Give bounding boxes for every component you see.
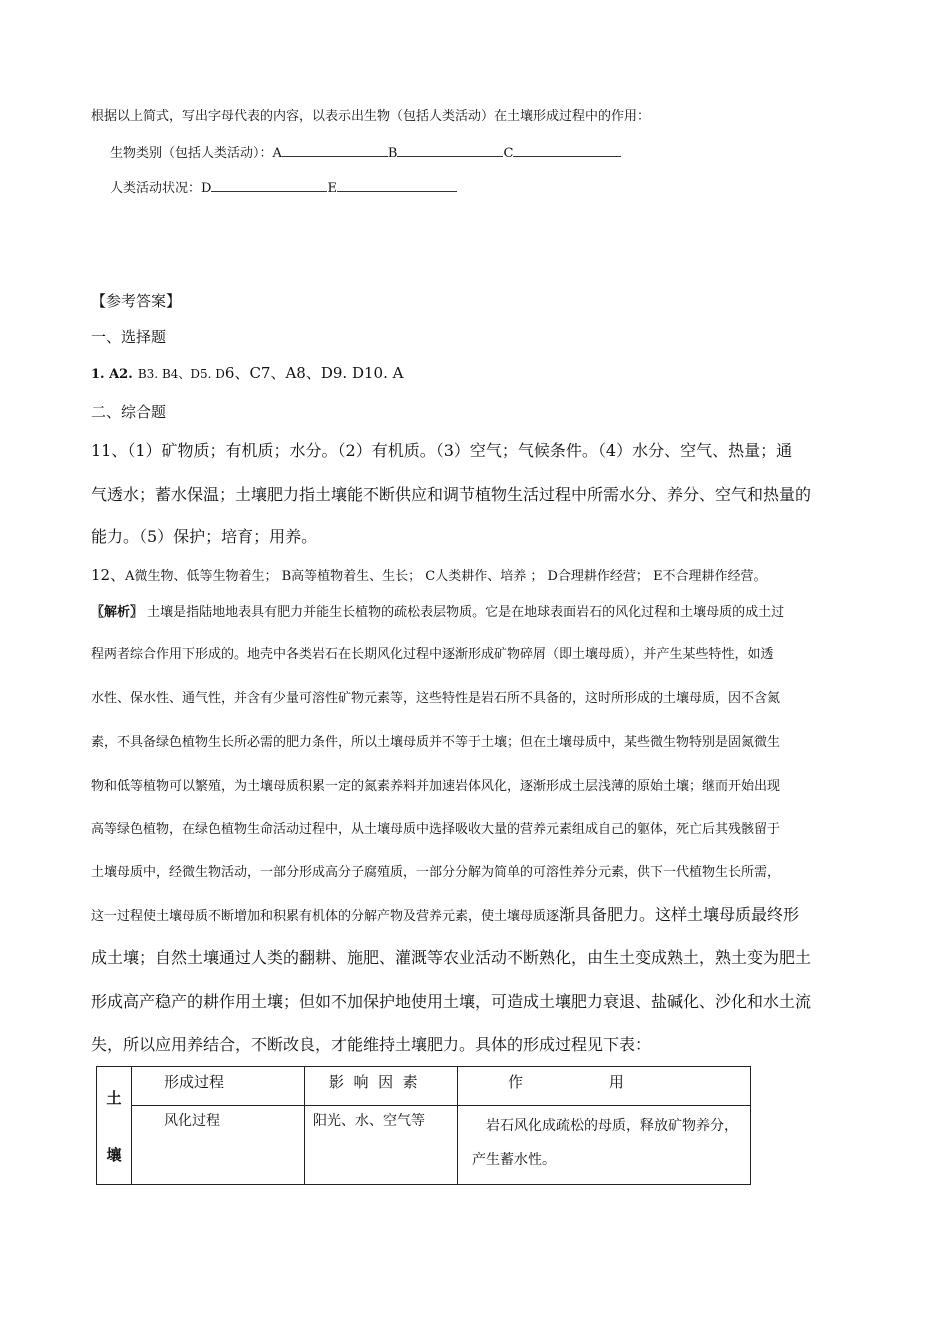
- blank-b[interactable]: [397, 144, 503, 157]
- q12-answer-line: [91, 564, 767, 585]
- human-activity-label: 人类活动状况：: [110, 181, 202, 196]
- cell-effect: 岩石风化成疏松的母质，释放矿物养分，产生蓄水性。: [458, 1106, 751, 1185]
- blank-c-letter: C: [503, 146, 514, 161]
- blank-d-letter: D: [201, 181, 212, 196]
- blank-a[interactable]: [282, 144, 388, 157]
- section1-title: 一、选择题: [91, 328, 167, 346]
- q11-line-3: 能力。（5）保护；培育；用养。: [91, 527, 318, 546]
- analysis-line-6: 高等绿色植物，在绿色植物生命活动过程中，从土壤母质中选择吸收大量的营养元素组成自己的躯体，死亡后其残骸留于: [91, 822, 781, 837]
- q12-number: 12、: [91, 566, 126, 584]
- q11-line-1: 11、（1）矿物质；有机质；水分。（2）有机质。（3）空气；气候条件。（4）水分、空气、热量；通: [91, 441, 793, 460]
- blank-a-letter: A: [272, 146, 282, 161]
- blank-e[interactable]: [337, 179, 457, 192]
- q11-line-2: 气透水；蓄水保温；土壤肥力指土壤能不断供应和调节植物生活过程中所需水分、养分、空气和热量的: [91, 485, 812, 504]
- q12-prompt: 根据以上简式，写出字母代表的内容，以表示出生物（包括人类活动）在土壤形成过程中的作用：: [91, 109, 651, 124]
- analysis-line-9: 成土壤；自然土壤通过人类的翻耕、施肥、灌溉等农业活动不断熟化，由生土变成熟土，熟土变为肥土: [91, 948, 812, 967]
- cell-factors: 阳光、水、空气等: [305, 1106, 458, 1185]
- analysis-line-11: 失，所以应用养结合，不断改良，才能维持土壤肥力。具体的形成过程见下表：: [91, 1035, 652, 1054]
- soil-char-1: 土: [106, 1089, 122, 1107]
- analysis-line-5: 物和低等植物可以繁殖，为土壤母质积累一定的氮素养料并加速岩体风化，逐渐形成土层浅薄的原始土壤；继而开始出现: [91, 779, 781, 794]
- analysis-line-2: 程两者综合作用下形成的。地壳中各类岩石在长期风化过程中逐渐形成矿物碎屑（即土壤母质），并产生某些特性，如透: [91, 647, 774, 662]
- analysis-label: 〖解析〗: [91, 605, 144, 620]
- analysis-line-8-small: 这一过程使土壤母质不断增加和积累有机体的分解产物及营养元素，使土壤母质逐: [91, 909, 560, 924]
- analysis-line-4: 素，不具备绿色植物生长所必需的肥力条件，所以土壤母质并不等于土壤；但在土壤母质中，某些微生物特别是固氮微生: [91, 735, 781, 750]
- analysis-text-1: 土壤是指陆地地表具有肥力并能生长植物的疏松表层物质。它是在地球表面岩石的风化过程和土壤母质的成土过: [147, 605, 785, 620]
- analysis-line-7: 土壤母质中，经微生物活动，一部分形成高分子腐殖质，一部分分解为简单的可溶性养分元素，供下一代植物生长所需，: [91, 865, 781, 880]
- section1-answers-b: B3. B4、D5. D: [137, 367, 225, 381]
- analysis-line-10: 形成高产稳产的耕作用土壤；但如不加保护地使用土壤，可造成土壤肥力衰退、盐碱化、沙化和水土流: [91, 992, 812, 1011]
- table-header-row: [97, 1067, 751, 1106]
- bio-types-label: 生物类别（包括人类活动）：: [110, 146, 273, 161]
- blank-d[interactable]: [211, 179, 327, 192]
- answer-header: 【参考答案】: [91, 292, 182, 310]
- section1-answers-c: 6、C7、A8、D9. D10. A: [224, 364, 404, 382]
- cell-process: 风化过程: [132, 1106, 305, 1185]
- soil-label-cell: [97, 1067, 132, 1185]
- q12-answer: A微生物、低等生物着生； B高等植物着生、生长； C人类耕作、培养 ； D合理耕作经营； E不合理耕作经营。: [125, 569, 767, 584]
- blank-e-letter: E: [327, 181, 337, 196]
- section2-title: 二、综合题: [91, 403, 167, 421]
- table-row: [97, 1106, 751, 1185]
- soil-char-2: 壤: [106, 1146, 122, 1164]
- human-activity-line: [110, 177, 457, 196]
- header-factors: 影 响 因 素: [305, 1067, 458, 1106]
- analysis-line-8: [91, 902, 799, 925]
- header-process: 形成过程: [132, 1067, 305, 1106]
- soil-formation-table: [96, 1066, 751, 1185]
- header-effect: 作 用: [458, 1067, 751, 1106]
- analysis-line-1: [91, 601, 784, 620]
- section1-answers: [91, 362, 403, 383]
- section1-answers-a: 1. A2.: [91, 367, 133, 382]
- analysis-line-8-large: 渐具备肥力。这样土壤母质最终形: [559, 905, 800, 924]
- blank-c[interactable]: [513, 144, 621, 157]
- analysis-line-3: 水性、保水性、通气性，并含有少量可溶性矿物元素等，这些特性是岩石所不具备的，这时所形成的土壤母质，因不含氮: [91, 691, 781, 706]
- bio-types-line: [110, 142, 621, 161]
- blank-b-letter: B: [387, 146, 398, 161]
